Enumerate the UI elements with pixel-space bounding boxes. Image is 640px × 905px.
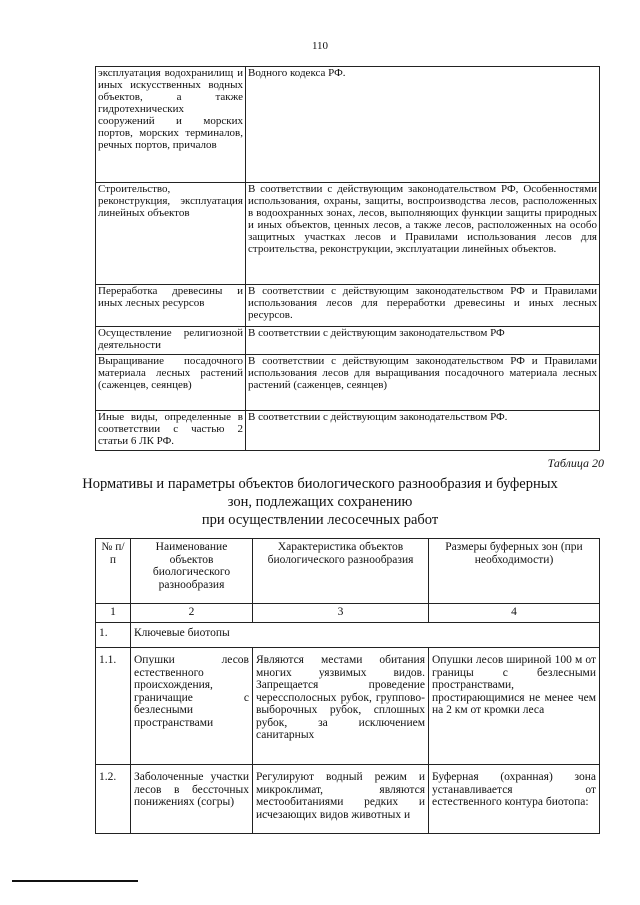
characteristic-cell: Регулируют водный режим и микроклимат, являются местообитаниями редких и исчезающих видов животных и bbox=[253, 765, 429, 834]
column-number: 4 bbox=[429, 604, 600, 623]
row-number: 1.1. bbox=[96, 648, 131, 765]
requirement-cell: В соответствии с действующим законодательством РФ и Правилами использования лесов для выращивания посадочного материала лесных растений (саженцев, сеянцев) bbox=[246, 355, 600, 411]
activity-cell: эксплуатация водохранилищ и иных искусственных водных объектов, а также гидротехнических сооружений и морских портов, морских терминалов, речных портов, причалов bbox=[96, 67, 246, 183]
table-row bbox=[96, 765, 600, 834]
table-row bbox=[96, 285, 600, 327]
table-title-line-2: зон, подлежащих сохранению bbox=[227, 494, 413, 510]
header-buffer: Размеры буферных зон (при необходимости) bbox=[429, 539, 600, 604]
activity-cell: Строительство, реконструкция, эксплуатация линейных объектов bbox=[96, 183, 246, 285]
biodiversity-table bbox=[95, 538, 600, 834]
column-number: 3 bbox=[253, 604, 429, 623]
column-number-row bbox=[96, 604, 600, 623]
header-name: Наименование объектов биологического разнообразия bbox=[131, 539, 253, 604]
table-label: Таблица 20 bbox=[547, 456, 604, 470]
footnote-divider bbox=[12, 880, 138, 882]
table-row bbox=[96, 67, 600, 183]
buffer-cell: Опушки лесов шириной 100 м от границы с безлесными пространствами, простирающимися не менее чем на 2 км от кромки леса bbox=[429, 648, 600, 765]
column-number: 2 bbox=[131, 604, 253, 623]
row-number: 1.2. bbox=[96, 765, 131, 834]
section-number: 1. bbox=[96, 623, 131, 648]
characteristic-cell: Являются местами обитания многих уязвимых видов. Запрещается проведение черессполосных рубок, группово-выборочных рубок, сплошных рубок, за исключением санитарных bbox=[253, 648, 429, 765]
header-characteristic: Характеристика объектов биологического разнообразия bbox=[253, 539, 429, 604]
requirement-cell: В соответствии с действующим законодательством РФ и Правилами использования лесов для переработки древесины и иных лесных ресурсов. bbox=[246, 285, 600, 327]
page-number: 110 bbox=[311, 40, 329, 52]
requirement-cell: В соответствии с действующим законодательством РФ bbox=[246, 327, 600, 355]
header-row bbox=[96, 539, 600, 604]
table-row bbox=[96, 183, 600, 285]
table-title-line-1: Нормативы и параметры объектов биологического разнообразия и буферных bbox=[82, 476, 558, 492]
table-row bbox=[96, 327, 600, 355]
forest-use-table bbox=[95, 66, 600, 451]
activity-cell: Выращивание посадочного материала лесных растений (саженцев, сеянцев) bbox=[96, 355, 246, 411]
buffer-cell: Буферная (охранная) зона устанавливается от естественного контура биотопа: bbox=[429, 765, 600, 834]
column-number: 1 bbox=[96, 604, 131, 623]
table-row bbox=[96, 411, 600, 451]
requirement-cell: Водного кодекса РФ. bbox=[246, 67, 600, 183]
activity-cell: Иные виды, определенные в соответствии с частью 2 статьи 6 ЛК РФ. bbox=[96, 411, 246, 451]
table-row bbox=[96, 648, 600, 765]
requirement-cell: В соответствии с действующим законодательством РФ. bbox=[246, 411, 600, 451]
section-row bbox=[96, 623, 600, 648]
activity-cell: Осуществление религиозной деятельности bbox=[96, 327, 246, 355]
biotope-name-cell: Заболоченные участки лесов в бессточных понижениях (согры) bbox=[131, 765, 253, 834]
table-row bbox=[96, 355, 600, 411]
header-number: № п/п bbox=[96, 539, 131, 604]
table-title-line-3: при осуществлении лесосечных работ bbox=[201, 512, 439, 528]
section-title: Ключевые биотопы bbox=[131, 623, 600, 648]
activity-cell: Переработка древесины и иных лесных ресурсов bbox=[96, 285, 246, 327]
biotope-name-cell: Опушки лесов естественного происхождения, граничащие с безлесными пространствами bbox=[131, 648, 253, 765]
requirement-cell: В соответствии с действующим законодательством РФ, Особенностями использования, охраны, защиты, воспроизводства лесов, расположенных в водоохранных зонах, лесов, выполняющих функции защиты природных и иных объектов, ценных лесов, а также лесов, расположенных на особо защитных участках лесов и Правилами использования лесов для строительства, реконструкции, эксплуатации линейных объектов. bbox=[246, 183, 600, 285]
